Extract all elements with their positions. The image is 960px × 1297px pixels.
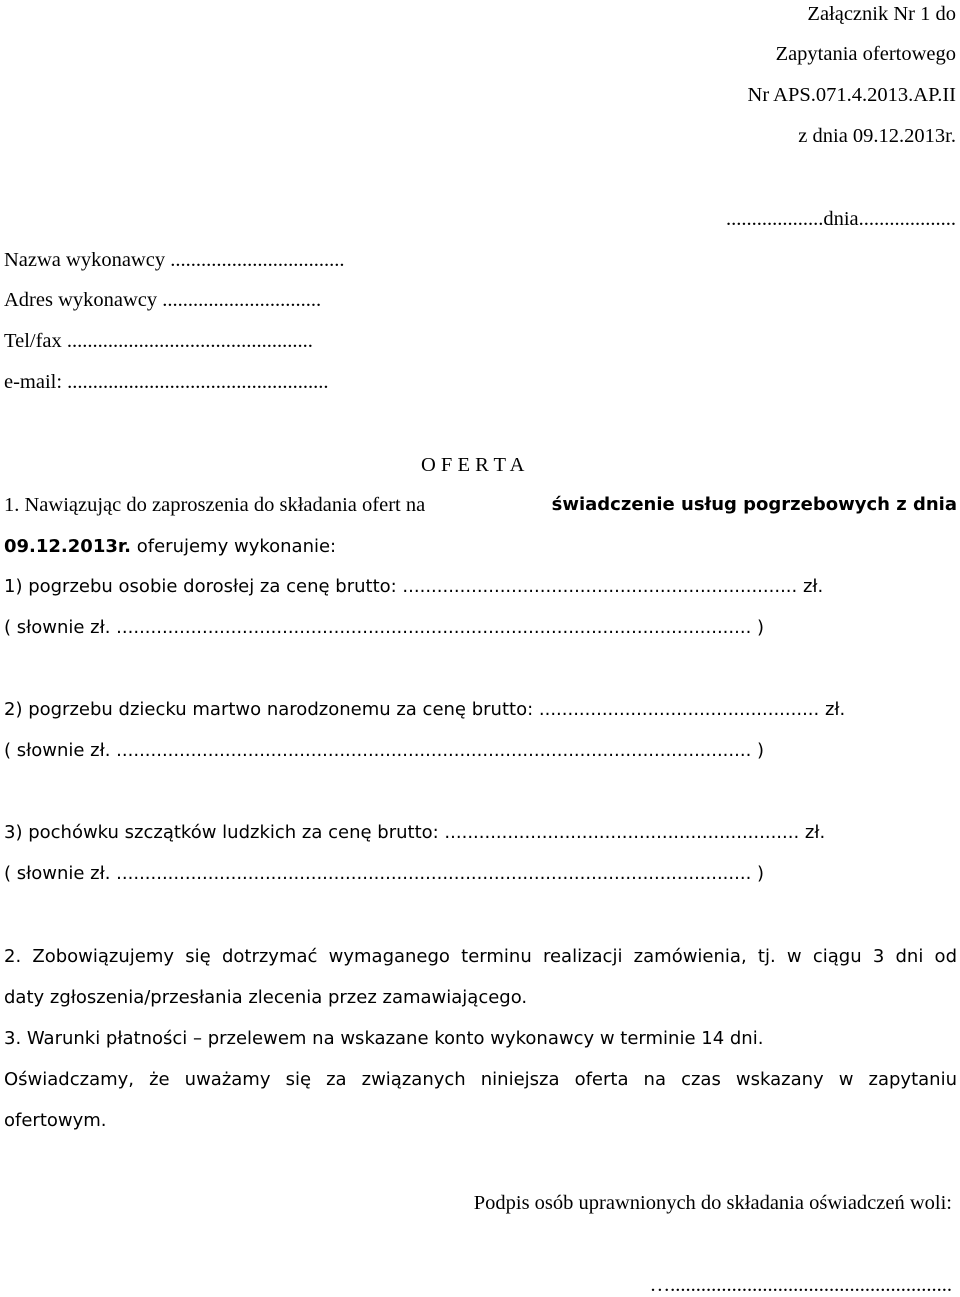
contractor-name-field: Nazwa wykonawcy ..................................: [4, 249, 345, 271]
date-field-line: ...................dnia...................: [725, 208, 956, 230]
item1-words-line: ( słownie zł. ............................................................................................................... ): [4, 617, 765, 638]
section2-line2: daty zgłoszenia/przesłania zlecenia przez zamawiającego.: [4, 987, 528, 1008]
inquiry-date: z dnia 09.12.2013r.: [798, 125, 956, 147]
item1-price-line: 1) pogrzebu osobie dorosłej za cenę brutto: ..................................................................... zł.: [4, 576, 824, 597]
declaration-line1: Oświadczamy, że uważamy się za związanych niniejsza oferta na czas wskazany w zapytaniu: [4, 1069, 957, 1090]
declaration-line2: ofertowym.: [4, 1110, 107, 1131]
section1-date: 09.12.2013r.: [4, 536, 132, 557]
annex-label: Załącznik Nr 1 do: [807, 3, 956, 25]
section2-line1: 2. Zobowiązujemy się dotrzymać wymaganego terminu realizacji zamówienia, tj. w ciągu 3 dni od: [4, 946, 957, 967]
inquiry-label: Zapytania ofertowego: [775, 43, 956, 65]
section3-payment-terms: 3. Warunki płatności – przelewem na wskazane konto wykonawcy w terminie 14 dni.: [4, 1028, 764, 1049]
section1-intro-line: [4, 493, 957, 517]
section1-offer-text: oferujemy wykonanie:: [131, 536, 337, 557]
item3-words-line: ( słownie zł. ............................................................................................................... ): [4, 863, 765, 884]
contractor-email-field: e-mail: ...................................................: [4, 371, 329, 393]
reference-number: Nr APS.071.4.2013.AP.II: [747, 84, 956, 106]
item3-price-line: 3) pochówku szczątków ludzkich za cenę brutto: .............................................................. zł.: [4, 822, 826, 843]
section1-service-name: świadczenie usług pogrzebowych z dnia: [551, 494, 957, 515]
section1-intro-text: 1. Nawiązując do zaproszenia do składania ofert na: [4, 494, 426, 516]
contractor-address-field: Adres wykonawcy ...............................: [4, 289, 322, 311]
item2-words-line: ( słownie zł. ............................................................................................................... ): [4, 740, 765, 761]
contractor-phone-field: Tel/fax ................................................: [4, 330, 313, 352]
signature-line: ….......................................................: [649, 1274, 952, 1296]
item2-price-line: 2) pogrzebu dziecku martwo narodzonemu za cenę brutto: ................................................. zł.: [4, 699, 846, 720]
signature-label: Podpis osób uprawnionych do składania oświadczeń woli:: [473, 1192, 952, 1214]
section1-date-line: [4, 534, 336, 559]
document-title: O F E R T A: [421, 454, 525, 476]
